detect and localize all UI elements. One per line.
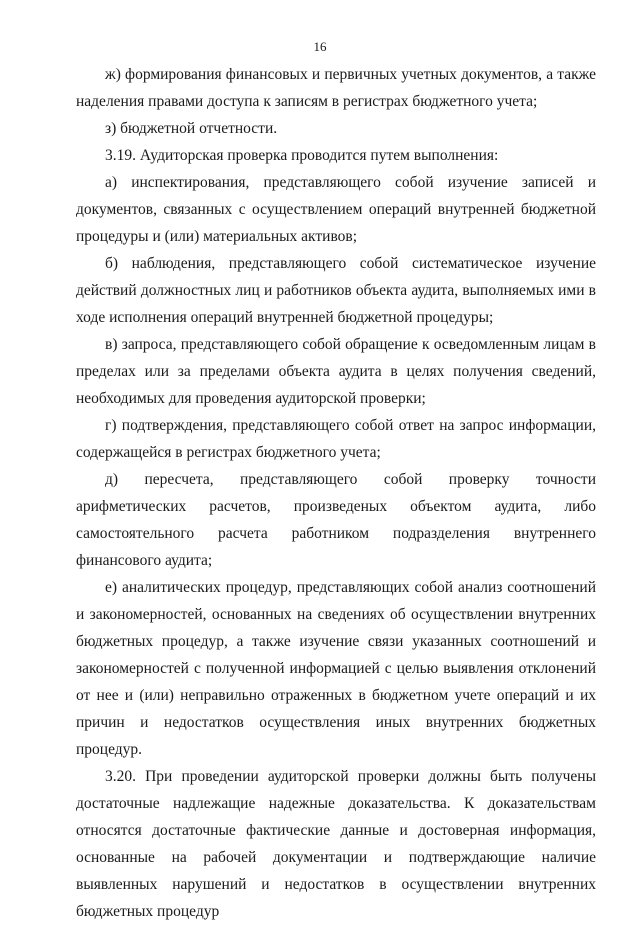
paragraph-z: з) бюджетной отчетности. (105, 120, 278, 137)
paragraph-3-19: 3.19. Аудиторская проверка проводится путем выполнения: (105, 147, 499, 164)
page-number: 16 (313, 39, 327, 54)
paragraph-b: б) наблюдения, представляющего собой систематическое изучение действий должностных лиц и работников объекта аудита, выполняемых ими в ходе исполнения операций внутренней бюджетной процедуры; (76, 255, 596, 326)
paragraph-3-20: 3.20. При проведении аудиторской проверки должны быть получены достаточные надлежащие надежные доказательства. К доказательствам относятся достаточные фактические данные и достоверная информация, основанные на рабочей документации и подтверждающие наличие выявленных нарушений и недостатков в осуществлении внутренних бюджетных процедур (76, 768, 596, 920)
paragraph-g: г) подтверждения, представляющего собой ответ на запрос информации, содержащейся в регистрах бюджетного учета; (76, 417, 596, 461)
paragraph-zh: ж) формирования финансовых и первичных учетных документов, а также наделения правами доступа к записям в регистрах бюджетного учета; (76, 66, 596, 110)
paragraph-e: е) аналитических процедур, представляющих собой анализ соотношений и закономерностей, основанных на сведениях об осуществлении внутренних бюджетных процедур, а также изучение связи указанных соотношений и закономерностей с полученной информацией с целью выявления отклонений от нее и (или) неправильно отраженных в бюджетном учете операций и их причин и недостатков осуществления иных внутренних бюджетных процедур. (76, 579, 596, 758)
document-body (76, 61, 596, 925)
paragraph-v: в) запроса, представляющего собой обращение к осведомленным лицам в пределах или за пределами объекта аудита в целях получения сведений, необходимых для проведения аудиторской проверки; (76, 336, 596, 407)
paragraph-d: д) пересчета, представляющего собой проверку точности арифметических расчетов, произведеных объектом аудита, либо самостоятельного расчета работником подразделения внутреннего финансового аудита; (76, 471, 596, 569)
paragraph-a: а) инспектирования, представляющего собой изучение записей и документов, связанных с осуществлением операций внутренней бюджетной процедуры и (или) материальных активов; (76, 174, 596, 245)
